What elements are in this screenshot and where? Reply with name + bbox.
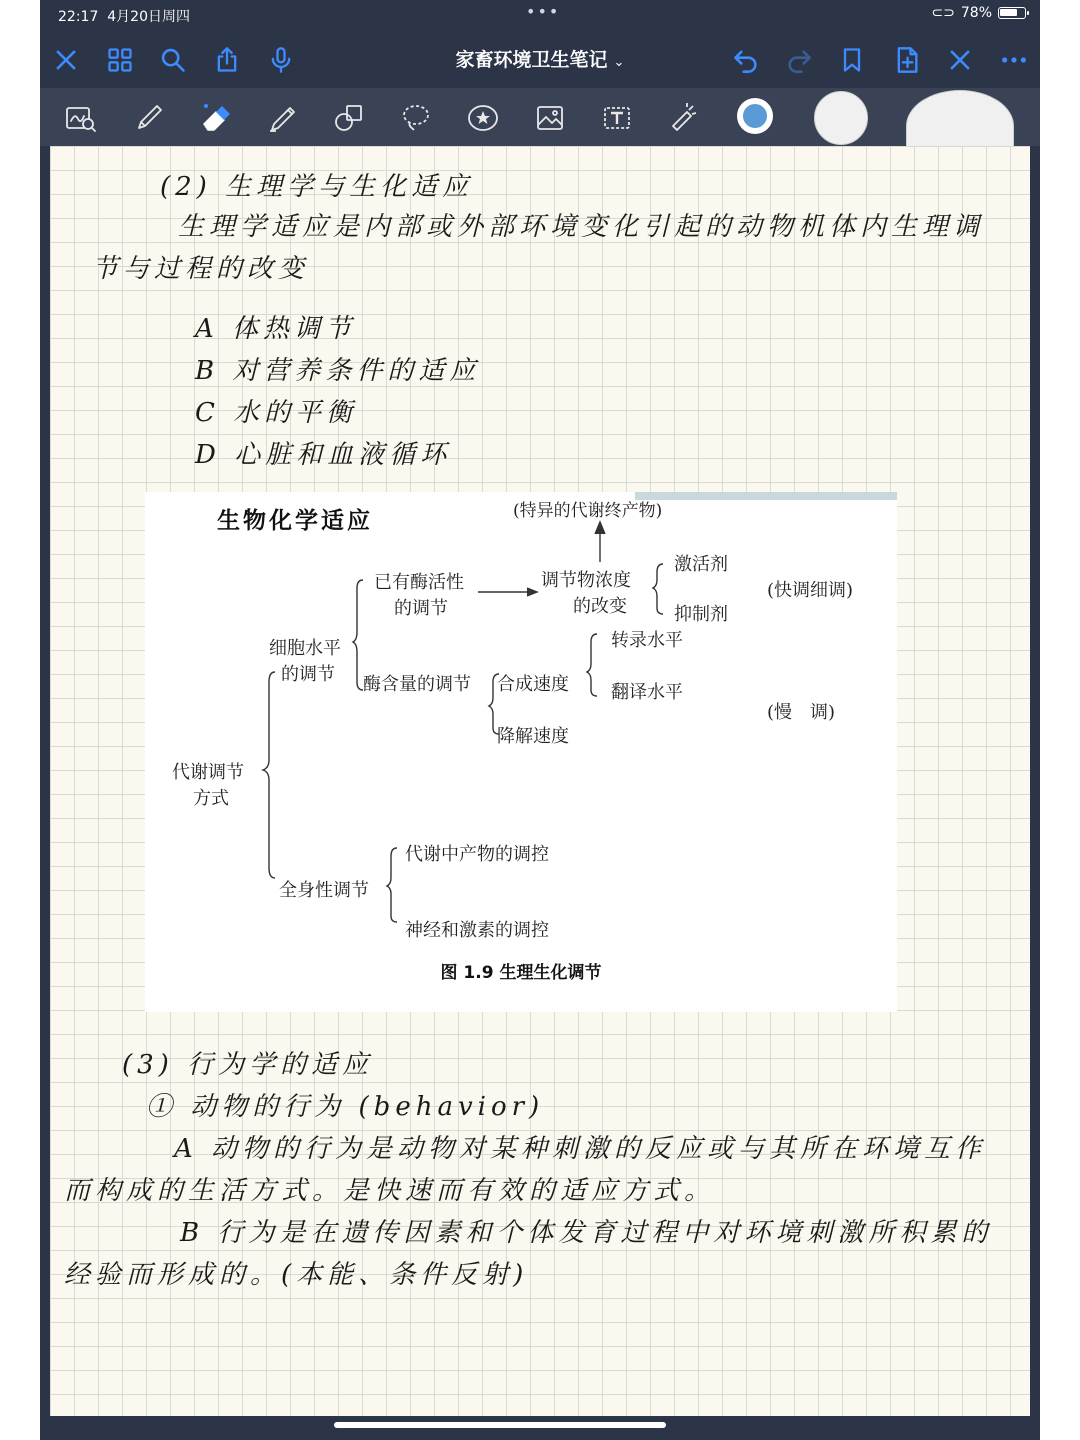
note-list-item: A 体热调节 <box>195 314 357 344</box>
link-icon: ⊂⊃ <box>931 5 955 21</box>
figure-label: 的调节 <box>281 664 335 685</box>
figure-label: 抑制剂 <box>674 604 728 625</box>
status-right <box>931 5 1026 21</box>
figure-title: 生物化学适应 <box>217 508 373 534</box>
lasso-icon[interactable] <box>396 98 436 138</box>
figure-label: 代谢调节 <box>172 762 244 783</box>
note-list-item: B 对营养条件的适应 <box>195 356 481 386</box>
figure-label: (慢 调) <box>767 702 836 723</box>
note-heading-physio: (2) 生理学与生化适应 <box>160 172 474 202</box>
figure-label: (快调细调) <box>767 580 854 601</box>
close-icon[interactable] <box>944 44 976 76</box>
sticker-icon[interactable] <box>463 98 503 138</box>
note-text: 节与过程的改变 <box>92 254 310 284</box>
ipad-screen <box>40 0 1040 1440</box>
home-indicator[interactable] <box>334 1422 666 1428</box>
note-text: B 行为是在遗传因素和个体发育过程中对环境刺激所积累的 <box>180 1218 993 1248</box>
figure-label: 酶含量的调节 <box>363 674 471 695</box>
undo-icon[interactable] <box>730 44 762 76</box>
figure-label: 合成速度 <box>497 674 569 695</box>
figure-label: 降解速度 <box>497 726 569 747</box>
figure-label: 转录水平 <box>611 630 683 651</box>
figure-label: 激活剂 <box>674 554 728 575</box>
highlighter-icon[interactable] <box>262 98 302 138</box>
note-heading-behavior: (3) 行为学的适应 <box>122 1050 374 1080</box>
zoom-window-icon[interactable] <box>60 98 100 138</box>
redo-icon[interactable] <box>783 44 815 76</box>
note-page[interactable] <box>50 146 1030 1416</box>
figure-label-top: (特异的代谢终产物) <box>513 501 663 521</box>
figure-label: 调节物浓度 <box>541 570 631 591</box>
battery-percent: 78% <box>960 5 992 21</box>
shapes-icon[interactable] <box>329 98 369 138</box>
multitasking-dots[interactable]: ••• <box>526 2 561 21</box>
figure-label: 神经和激素的调控 <box>405 920 549 941</box>
note-list-item: D 心脏和血液循环 <box>195 440 452 470</box>
chevron-down-icon[interactable]: ⌄ <box>613 55 625 70</box>
figure-label: 翻译水平 <box>611 682 683 703</box>
figure-label: 的调节 <box>394 598 448 619</box>
color-swatch-2[interactable] <box>814 91 868 145</box>
figure-label: 细胞水平 <box>269 638 341 659</box>
figure-label: 方式 <box>193 788 229 809</box>
note-text: 生理学适应是内部或外部环境变化引起的动物机体内生理调 <box>178 212 985 242</box>
status-time: 22:17 4月20日周四 <box>58 9 190 25</box>
laser-pointer-icon[interactable] <box>663 98 703 138</box>
text-icon[interactable] <box>597 98 637 138</box>
note-text: A 动物的行为是动物对某种刺激的反应或与其所在环境互作 <box>174 1134 987 1164</box>
pasted-figure[interactable] <box>145 492 897 1012</box>
more-icon[interactable] <box>998 44 1030 76</box>
note-list-item: C 水的平衡 <box>195 398 358 428</box>
pen-icon[interactable] <box>129 98 169 138</box>
color-swatch-blue[interactable] <box>741 102 769 130</box>
bookmark-icon[interactable] <box>836 44 868 76</box>
note-text: 而构成的生活方式。是快速而有效的适应方式。 <box>64 1176 716 1206</box>
battery-icon <box>998 7 1026 19</box>
note-subheading: ① 动物的行为 (behavior) <box>146 1092 545 1122</box>
image-icon[interactable] <box>530 98 570 138</box>
figure-label: 的改变 <box>573 596 627 617</box>
document-title[interactable]: 家畜环境卫生笔记 ⌄ <box>455 49 625 71</box>
figure-label: 已有酶活性 <box>374 572 464 593</box>
add-page-icon[interactable] <box>891 44 923 76</box>
note-text: 经验而形成的。(本能、条件反射) <box>64 1260 529 1290</box>
figure-label: 代谢中产物的调控 <box>405 844 549 865</box>
status-bar <box>40 0 1040 28</box>
eraser-icon[interactable] <box>196 98 236 138</box>
figure-label: 全身性调节 <box>279 880 369 901</box>
figure-caption: 图 1.9 生理生化调节 <box>440 963 602 983</box>
